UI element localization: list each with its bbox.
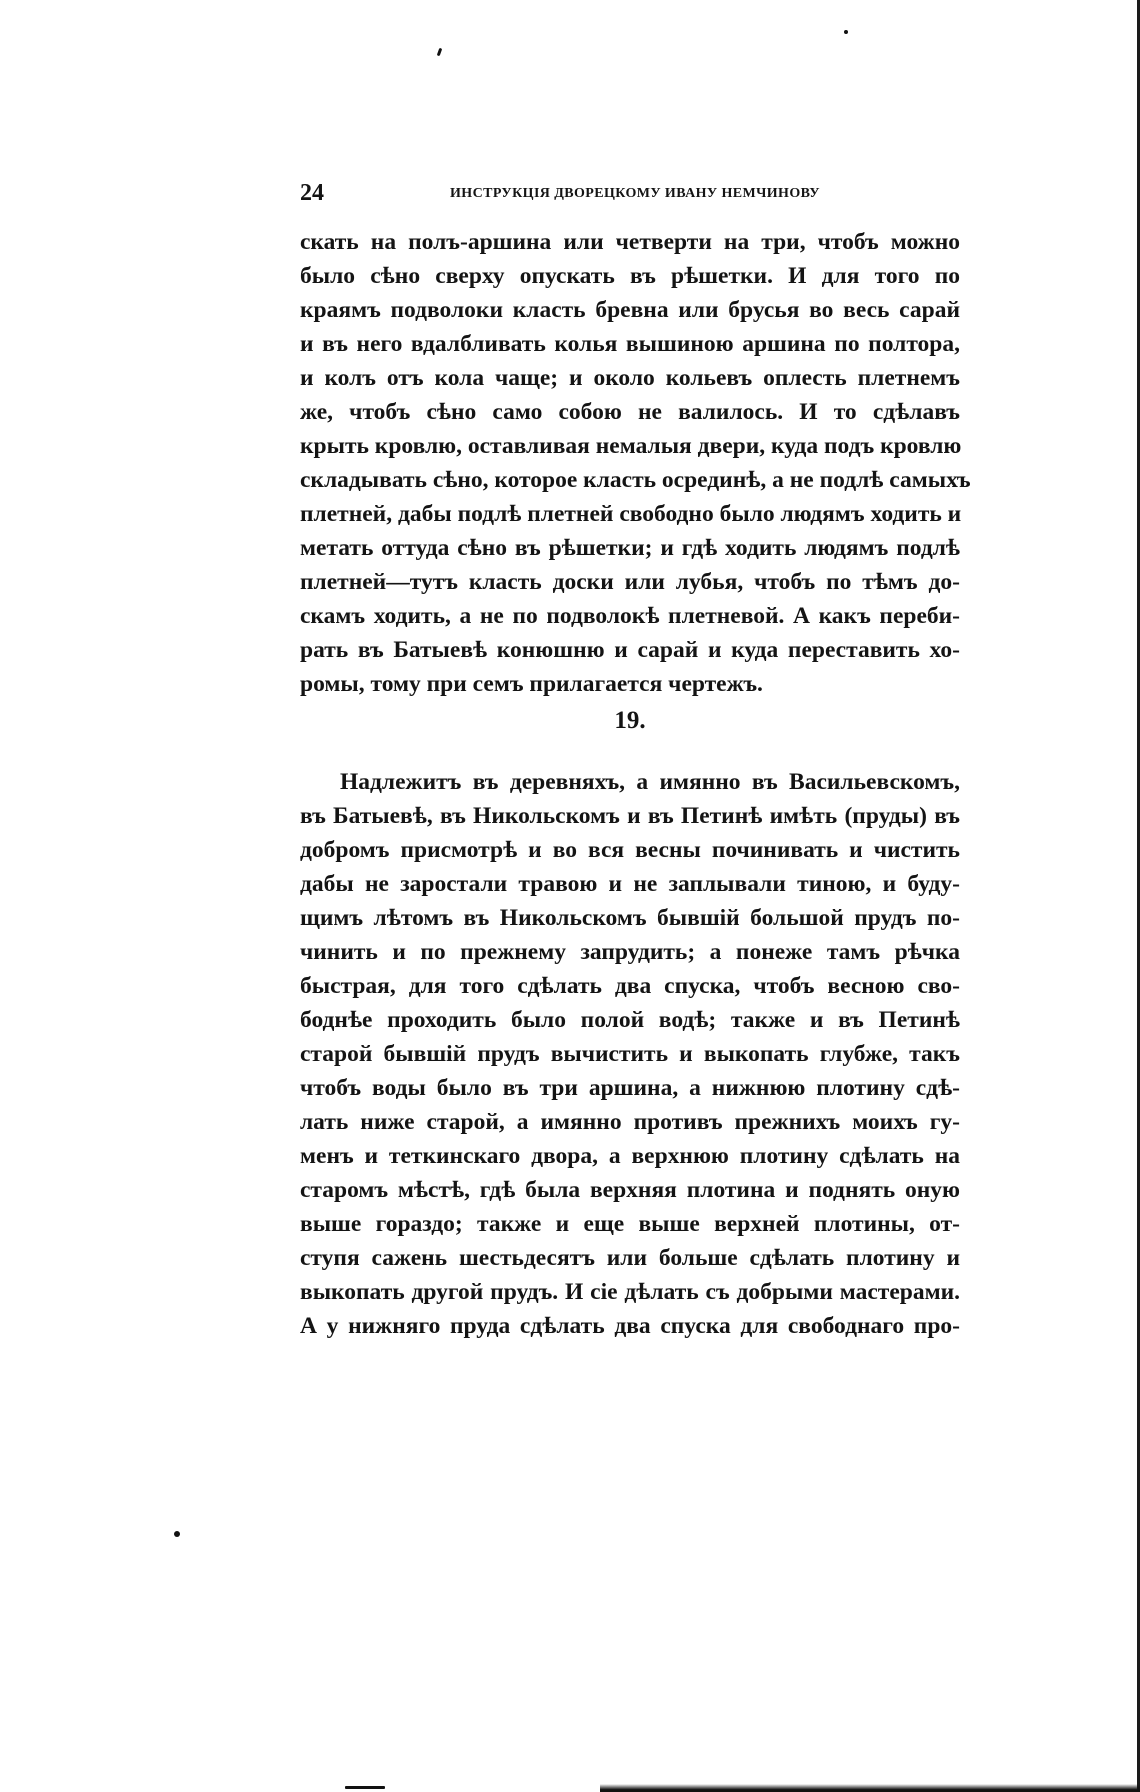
text-line: было сѣно сверху опускать въ рѣшетки. И для того по [300,263,960,289]
text-line: плетней, дабы подлѣ плетней свободно было людямъ ходить и [300,501,962,527]
text-line: складывать сѣно, которое класть осрединѣ, а не подлѣ самыхъ [300,467,971,493]
section-18-continuation [300,225,971,701]
text-line: же, чтобъ сѣно само собою не валилось. И то сдѣлавъ [300,399,960,425]
text-line: менъ и теткинскаго двора, а верхнюю плотину сдѣлать на [300,1143,960,1169]
scan-speck [844,30,848,34]
scan-speck [345,1786,385,1789]
running-head-title: ИНСТРУКЦІЯ ДВОРЕЦКОМУ ИВАНУ НЕМЧИНОВУ [450,186,820,201]
text-line: ромы, тому при семъ прилагается чертежъ. [300,671,763,697]
text-line: краямъ подволоки класть бревна или брусья во весь сарай [300,297,960,323]
section-number: 19. [614,707,646,734]
text-line: щимъ лѣтомъ въ Никольскомъ бывшій большой прудъ по- [300,905,960,931]
text-line: скать на полъ-аршина или четверти на три, чтобъ можно [300,229,960,255]
text-line: выше гораздо; также и еще выше верхней плотины, от- [300,1211,960,1237]
text-line: метать оттуда сѣно въ рѣшетки; и гдѣ ходить людямъ подлѣ [300,535,960,561]
text-line: чтобъ воды было въ три аршина, а нижнюю плотину сдѣ- [300,1075,960,1101]
text-line: А у нижняго пруда сдѣлать два спуска для свободнаго про- [300,1313,960,1339]
running-head [300,180,964,212]
text-line: добромъ присмотрѣ и во вся весны починивать и чистить [300,837,960,863]
text-line: крыть кровлю, оставливая немалыя двери, куда подъ кровлю [300,433,962,459]
text-line: боднѣе проходить было полой водѣ; также и въ Петинѣ [300,1007,960,1033]
text-line: ступя сажень шестьдесятъ или больше сдѣлать плотину и [300,1245,960,1271]
text-line: старой бывшій прудъ вычистить и выкопать глубже, такъ [300,1041,960,1067]
scan-bottom-shadow [600,1784,1140,1792]
text-line: старомъ мѣстѣ, гдѣ была верхняя плотина и поднять оную [300,1177,960,1203]
text-line: быстрая, для того сдѣлать два спуска, чтобъ весною сво- [300,973,960,999]
text-line: и въ него вдалбливать колья вышиною аршина по полтора, [300,331,960,357]
text-line: въ Батыевѣ, въ Никольскомъ и въ Петинѣ имѣть (пруды) въ [300,803,960,829]
text-line: выкопать другой прудъ. И сіе дѣлать съ добрыми мастерами. [300,1279,960,1305]
page-number: 24 [300,180,324,206]
text-line: скамъ ходить, а не по подволокѣ плетневой. А какъ переби- [300,603,960,629]
text-line: и колъ отъ кола чаще; и около кольевъ оплесть плетнемъ [300,365,960,391]
text-line: Надлежитъ въ деревняхъ, а имянно въ Васильевскомъ, [340,769,960,795]
text-line: рать въ Батыевѣ конюшню и сарай и куда переставить хо- [300,637,960,663]
scan-speck [174,1531,180,1537]
section-19-body [300,765,960,1343]
text-line: плетней—тутъ класть доски или лубья, чтобъ по тѣмъ до- [300,569,960,595]
text-line: дабы не заростали травою и не заплывали тиною, и буду- [300,871,960,897]
text-line: чинить и по прежнему запрудить; а понеже тамъ рѣчка [300,939,960,965]
text-line: лать ниже старой, а имянно противъ прежнихъ моихъ гу- [300,1109,960,1135]
scan-speck [437,48,443,57]
